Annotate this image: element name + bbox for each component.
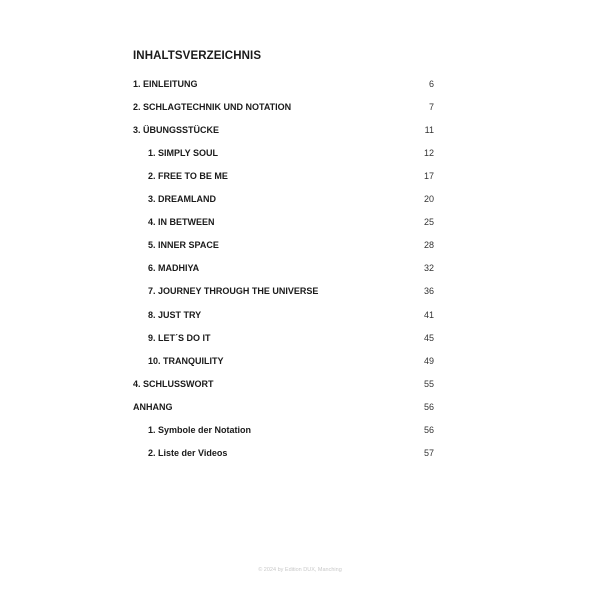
- toc-entry-label: 2. Liste der Videos: [148, 447, 228, 458]
- toc-entry: [148, 446, 434, 460]
- toc-entry-page: 56: [423, 401, 434, 412]
- toc-heading: INHALTSVERZEICHNIS: [133, 50, 262, 62]
- toc-entry-label: 1. EINLEITUNG: [133, 79, 198, 89]
- toc-entry-label: 4. IN BETWEEN: [148, 217, 215, 228]
- toc-entry: [148, 215, 434, 229]
- toc-entry-page: 11: [424, 125, 434, 136]
- toc-entry-page: 45: [423, 332, 434, 343]
- toc-entry-page: 25: [423, 217, 434, 228]
- toc-entry-page: 41: [423, 309, 434, 320]
- toc-entry: [133, 100, 434, 114]
- toc-entry-label: 1. SIMPLY SOUL: [148, 148, 219, 159]
- toc-entry-label: 8. JUST TRY: [148, 309, 202, 320]
- toc-entry-label: 2. FREE TO BE ME: [148, 171, 228, 182]
- toc-entry-page: 55: [423, 378, 434, 389]
- toc-entry: [133, 377, 434, 391]
- toc-entry-page: 12: [423, 148, 434, 159]
- toc-entry: [133, 400, 434, 414]
- toc-entry-page: 57: [423, 447, 434, 458]
- toc-entry-page: 6: [428, 79, 434, 89]
- toc-entry: [148, 423, 434, 437]
- toc-entry: [148, 238, 434, 252]
- toc-entry: [133, 123, 434, 137]
- toc-entry: [148, 354, 434, 368]
- toc-entry-page: 20: [423, 194, 434, 205]
- toc-entry: [148, 261, 434, 275]
- toc-entry-page: 28: [423, 240, 434, 251]
- toc-entry: [148, 308, 434, 322]
- toc-entry-label: 1. Symbole der Notation: [148, 424, 252, 435]
- toc-entry-label: 6. MADHIYA: [148, 263, 200, 274]
- toc-entry-label: 7. JOURNEY THROUGH THE UNIVERSE: [148, 286, 319, 297]
- toc-entry-label: ANHANG: [133, 401, 173, 412]
- toc-entry-label: 4. SCHLUSSWORT: [133, 378, 214, 389]
- toc-entry-label: 10. TRANQUILITY: [148, 355, 224, 366]
- copyright-footer: © 2024 by Edition DUX, Manching: [258, 567, 342, 573]
- toc-entry-page: 36: [423, 286, 434, 297]
- toc-entry: [148, 331, 434, 345]
- toc-entry-page: 49: [423, 355, 434, 366]
- toc-entry-page: 32: [423, 263, 434, 274]
- toc-entry-page: 7: [428, 102, 434, 113]
- toc-entry: [148, 146, 434, 160]
- toc-entry-page: 17: [423, 171, 434, 182]
- toc-entry: [148, 192, 434, 206]
- toc-entry: [148, 284, 434, 298]
- toc-entry-label: 5. INNER SPACE: [148, 240, 219, 251]
- toc-entry-label: 3. DREAMLAND: [148, 194, 217, 205]
- toc-entry-label: 2. SCHLAGTECHNIK UND NOTATION: [133, 102, 292, 113]
- toc-entry: [148, 169, 434, 183]
- toc-entry-label: 3. ÜBUNGSSTÜCKE: [133, 125, 220, 136]
- toc-entry-page: 56: [423, 424, 434, 435]
- toc-entry-label: 9. LET´S DO IT: [148, 332, 211, 343]
- toc-entry: [133, 77, 434, 91]
